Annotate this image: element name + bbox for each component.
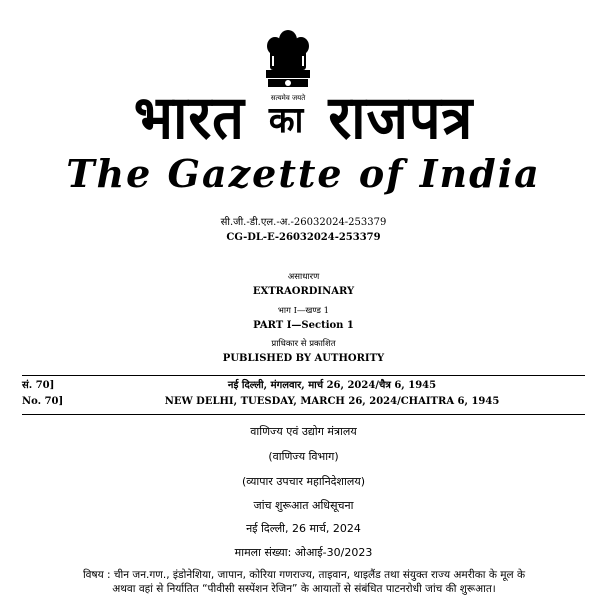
subject-line-2: अथवा वहां से निर्यातित “पीवीसी सस्पेंशन रेजिन” के आयातों से संबंधित पाटनरोधी जांच की शुरूआत। xyxy=(112,583,496,595)
english-masthead-title: The Gazette of India xyxy=(66,151,541,196)
issue-number-english: No. 70] xyxy=(22,396,64,407)
extraordinary-hindi: असाधारण xyxy=(287,272,320,282)
authority-hindi: प्राधिकार से प्रकाशित xyxy=(271,339,336,349)
department-name: (वाणिज्य विभाग) xyxy=(268,450,339,463)
notification-title: जांच शुरूआत अधिसूचना xyxy=(253,499,354,512)
extraordinary-english: EXTRAORDINARY xyxy=(252,286,355,297)
hindi-title-ka: का xyxy=(268,100,305,142)
ministry-name: वाणिज्य एवं उद्योग मंत्रालय xyxy=(250,425,357,438)
issue-number-hindi: सं. 70] xyxy=(22,380,55,391)
case-number: मामला संख्या: ओआई-30/2023 xyxy=(234,546,373,559)
directorate-name: (व्यापार उपचार महानिदेशालय) xyxy=(241,475,365,488)
place-date: नई दिल्ली, 26 मार्च, 2024 xyxy=(246,522,361,535)
hindi-title-bharat: भारत xyxy=(133,83,245,153)
part-hindi: भाग I—खण्ड 1 xyxy=(277,306,330,316)
authority-english: PUBLISHED BY AUTHORITY xyxy=(222,353,385,364)
subject-line-1: विषय : चीन जन.गण., इंडोनेशिया, जापान, कोरिया गणराज्य, ताइवान, थाइलैंड तथा संयुक्त राज्य अमरीका के मूल के xyxy=(82,569,526,581)
hindi-title-rajpatra: राजपत्र xyxy=(328,83,474,153)
top-rule xyxy=(22,375,585,376)
emblem-motto: सत्यमेव जयते xyxy=(270,94,306,102)
registration-number-english: CG-DL-E-26032024-253379 xyxy=(226,232,381,243)
registration-number-hindi: सी.जी.-डी.एल.-अ.-26032024-253379 xyxy=(220,217,387,228)
issue-date-english: NEW DELHI, TUESDAY, MARCH 26, 2024/CHAITRA 6, 1945 xyxy=(164,396,500,407)
bottom-rule xyxy=(22,414,585,415)
hindi-masthead-title xyxy=(49,83,558,153)
issue-date-hindi: नई दिल्ली, मंगलवार, मार्च 26, 2024/चैत्र 6, 1945 xyxy=(227,380,437,391)
part-english: PART I—Section 1 xyxy=(253,320,354,331)
subject-paragraph xyxy=(24,568,584,596)
